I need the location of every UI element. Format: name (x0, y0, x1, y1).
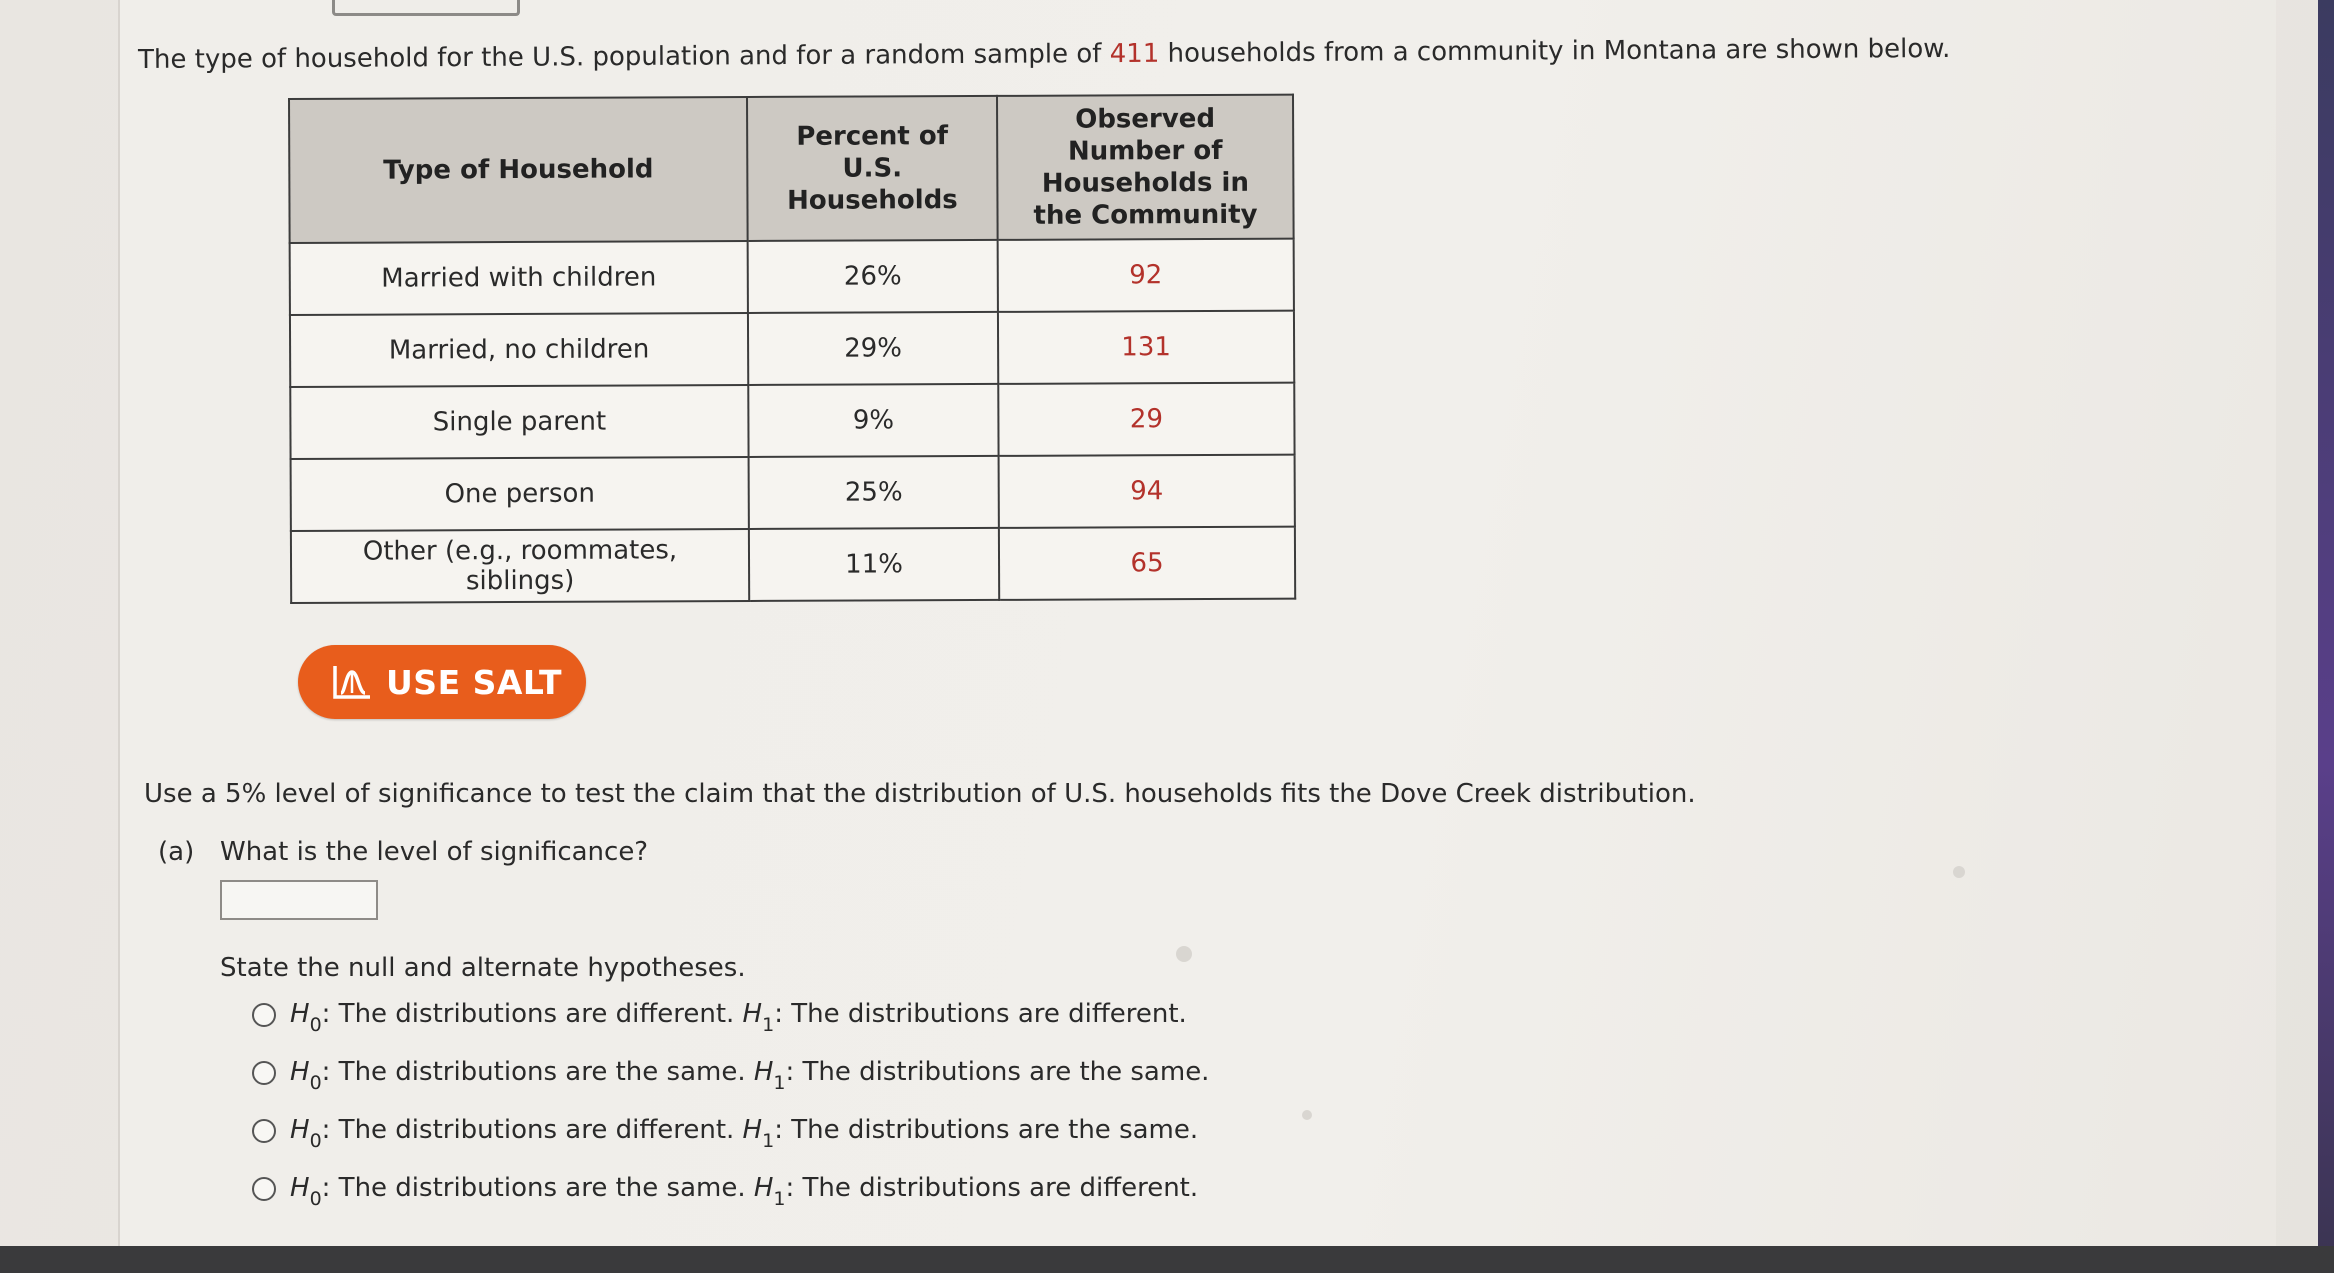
h0-subscript: 0 (309, 1188, 322, 1210)
h1-subscript: 1 (773, 1188, 786, 1210)
screen-edge (2318, 0, 2334, 1273)
table-row (291, 455, 1295, 531)
h1-symbol: H (742, 999, 763, 1029)
h0-statement: : The distributions are the same. (321, 1173, 754, 1203)
cell-percent: 26% (748, 240, 998, 313)
top-tab (332, 0, 520, 16)
cell-percent: 25% (749, 456, 999, 529)
h0-statement: : The distributions are different. (321, 1115, 743, 1145)
h1-subscript: 1 (762, 1130, 775, 1152)
cell-observed: 94 (999, 455, 1295, 528)
h1-symbol: H (753, 1057, 774, 1087)
use-salt-label: USE SALT (386, 662, 562, 702)
h1-subscript: 1 (762, 1014, 775, 1036)
use-salt-button[interactable] (298, 645, 586, 719)
hypotheses-prompt: State the null and alternate hypotheses. (220, 953, 746, 983)
cell-percent: 11% (749, 528, 999, 601)
h0-symbol: H (290, 1057, 310, 1087)
hypothesis-option-4[interactable] (252, 1170, 1198, 1208)
table-row (290, 383, 1294, 459)
salt-chart-icon (332, 664, 372, 700)
hypothesis-option-1[interactable] (252, 996, 1187, 1034)
cell-observed: 65 (999, 527, 1295, 600)
h1-statement: : The distributions are the same. (774, 1115, 1199, 1145)
h1-statement: : The distributions are different. (785, 1173, 1199, 1203)
cell-observed: 29 (998, 383, 1294, 456)
header-percent: Percent of U.S. Households (747, 96, 998, 241)
table-row (291, 527, 1295, 603)
option-text (290, 1054, 1209, 1092)
cell-type: Single parent (290, 385, 748, 459)
hypothesis-option-2[interactable] (252, 1054, 1209, 1092)
radio-button[interactable] (252, 1003, 276, 1027)
h1-symbol: H (753, 1173, 774, 1203)
cell-type: Married, no children (290, 313, 748, 387)
sample-size: 411 (1109, 38, 1160, 70)
option-text (290, 1170, 1198, 1208)
cell-type: Married with children (290, 241, 748, 315)
header-type: Type of Household (289, 97, 748, 243)
table-row (290, 311, 1294, 387)
h1-statement: : The distributions are the same. (785, 1057, 1210, 1087)
h0-subscript: 0 (309, 1072, 322, 1094)
h0-symbol: H (290, 999, 310, 1029)
part-a-label: (a) (158, 837, 195, 867)
intro-text-before: The type of household for the U.S. population and for a random sample of (138, 39, 1110, 75)
h0-subscript: 0 (309, 1130, 322, 1152)
cell-type: Other (e.g., roommates, siblings) (291, 529, 749, 603)
screen-speck (1302, 1110, 1312, 1120)
hypothesis-option-3[interactable] (252, 1112, 1198, 1150)
cell-observed: 92 (998, 239, 1294, 312)
claim-text: Use a 5% level of significance to test the claim that the distribution of U.S. households fits the Dove Creek distribution. (144, 779, 1696, 809)
h0-symbol: H (290, 1173, 310, 1203)
screen-speck (1953, 866, 1965, 878)
radio-button[interactable] (252, 1177, 276, 1201)
option-text (290, 1112, 1198, 1150)
h0-statement: : The distributions are the same. (321, 1057, 754, 1087)
cell-type: One person (291, 457, 749, 531)
radio-button[interactable] (252, 1119, 276, 1143)
h1-symbol: H (742, 1115, 763, 1145)
option-text (290, 996, 1187, 1034)
cell-observed: 131 (998, 311, 1294, 384)
table-row (290, 239, 1294, 315)
header-observed: Observed Number of Households in the Community (997, 95, 1294, 240)
h1-subscript: 1 (773, 1072, 786, 1094)
part-a-question (158, 834, 648, 870)
h0-subscript: 0 (309, 1014, 322, 1036)
taskbar-strip (0, 1246, 2334, 1273)
screen-speck (1176, 946, 1192, 962)
cell-percent: 29% (748, 312, 998, 385)
cell-percent: 9% (748, 384, 998, 457)
h1-statement: : The distributions are different. (774, 999, 1187, 1029)
part-a-text: What is the level of significance? (220, 837, 649, 867)
radio-button[interactable] (252, 1061, 276, 1085)
intro-text-after: households from a community in Montana are shown below. (1159, 33, 1951, 69)
table-header-row (289, 95, 1294, 243)
household-table (288, 94, 1296, 604)
h0-symbol: H (290, 1115, 310, 1145)
significance-input[interactable] (220, 880, 378, 920)
h0-statement: : The distributions are different. (321, 999, 743, 1029)
